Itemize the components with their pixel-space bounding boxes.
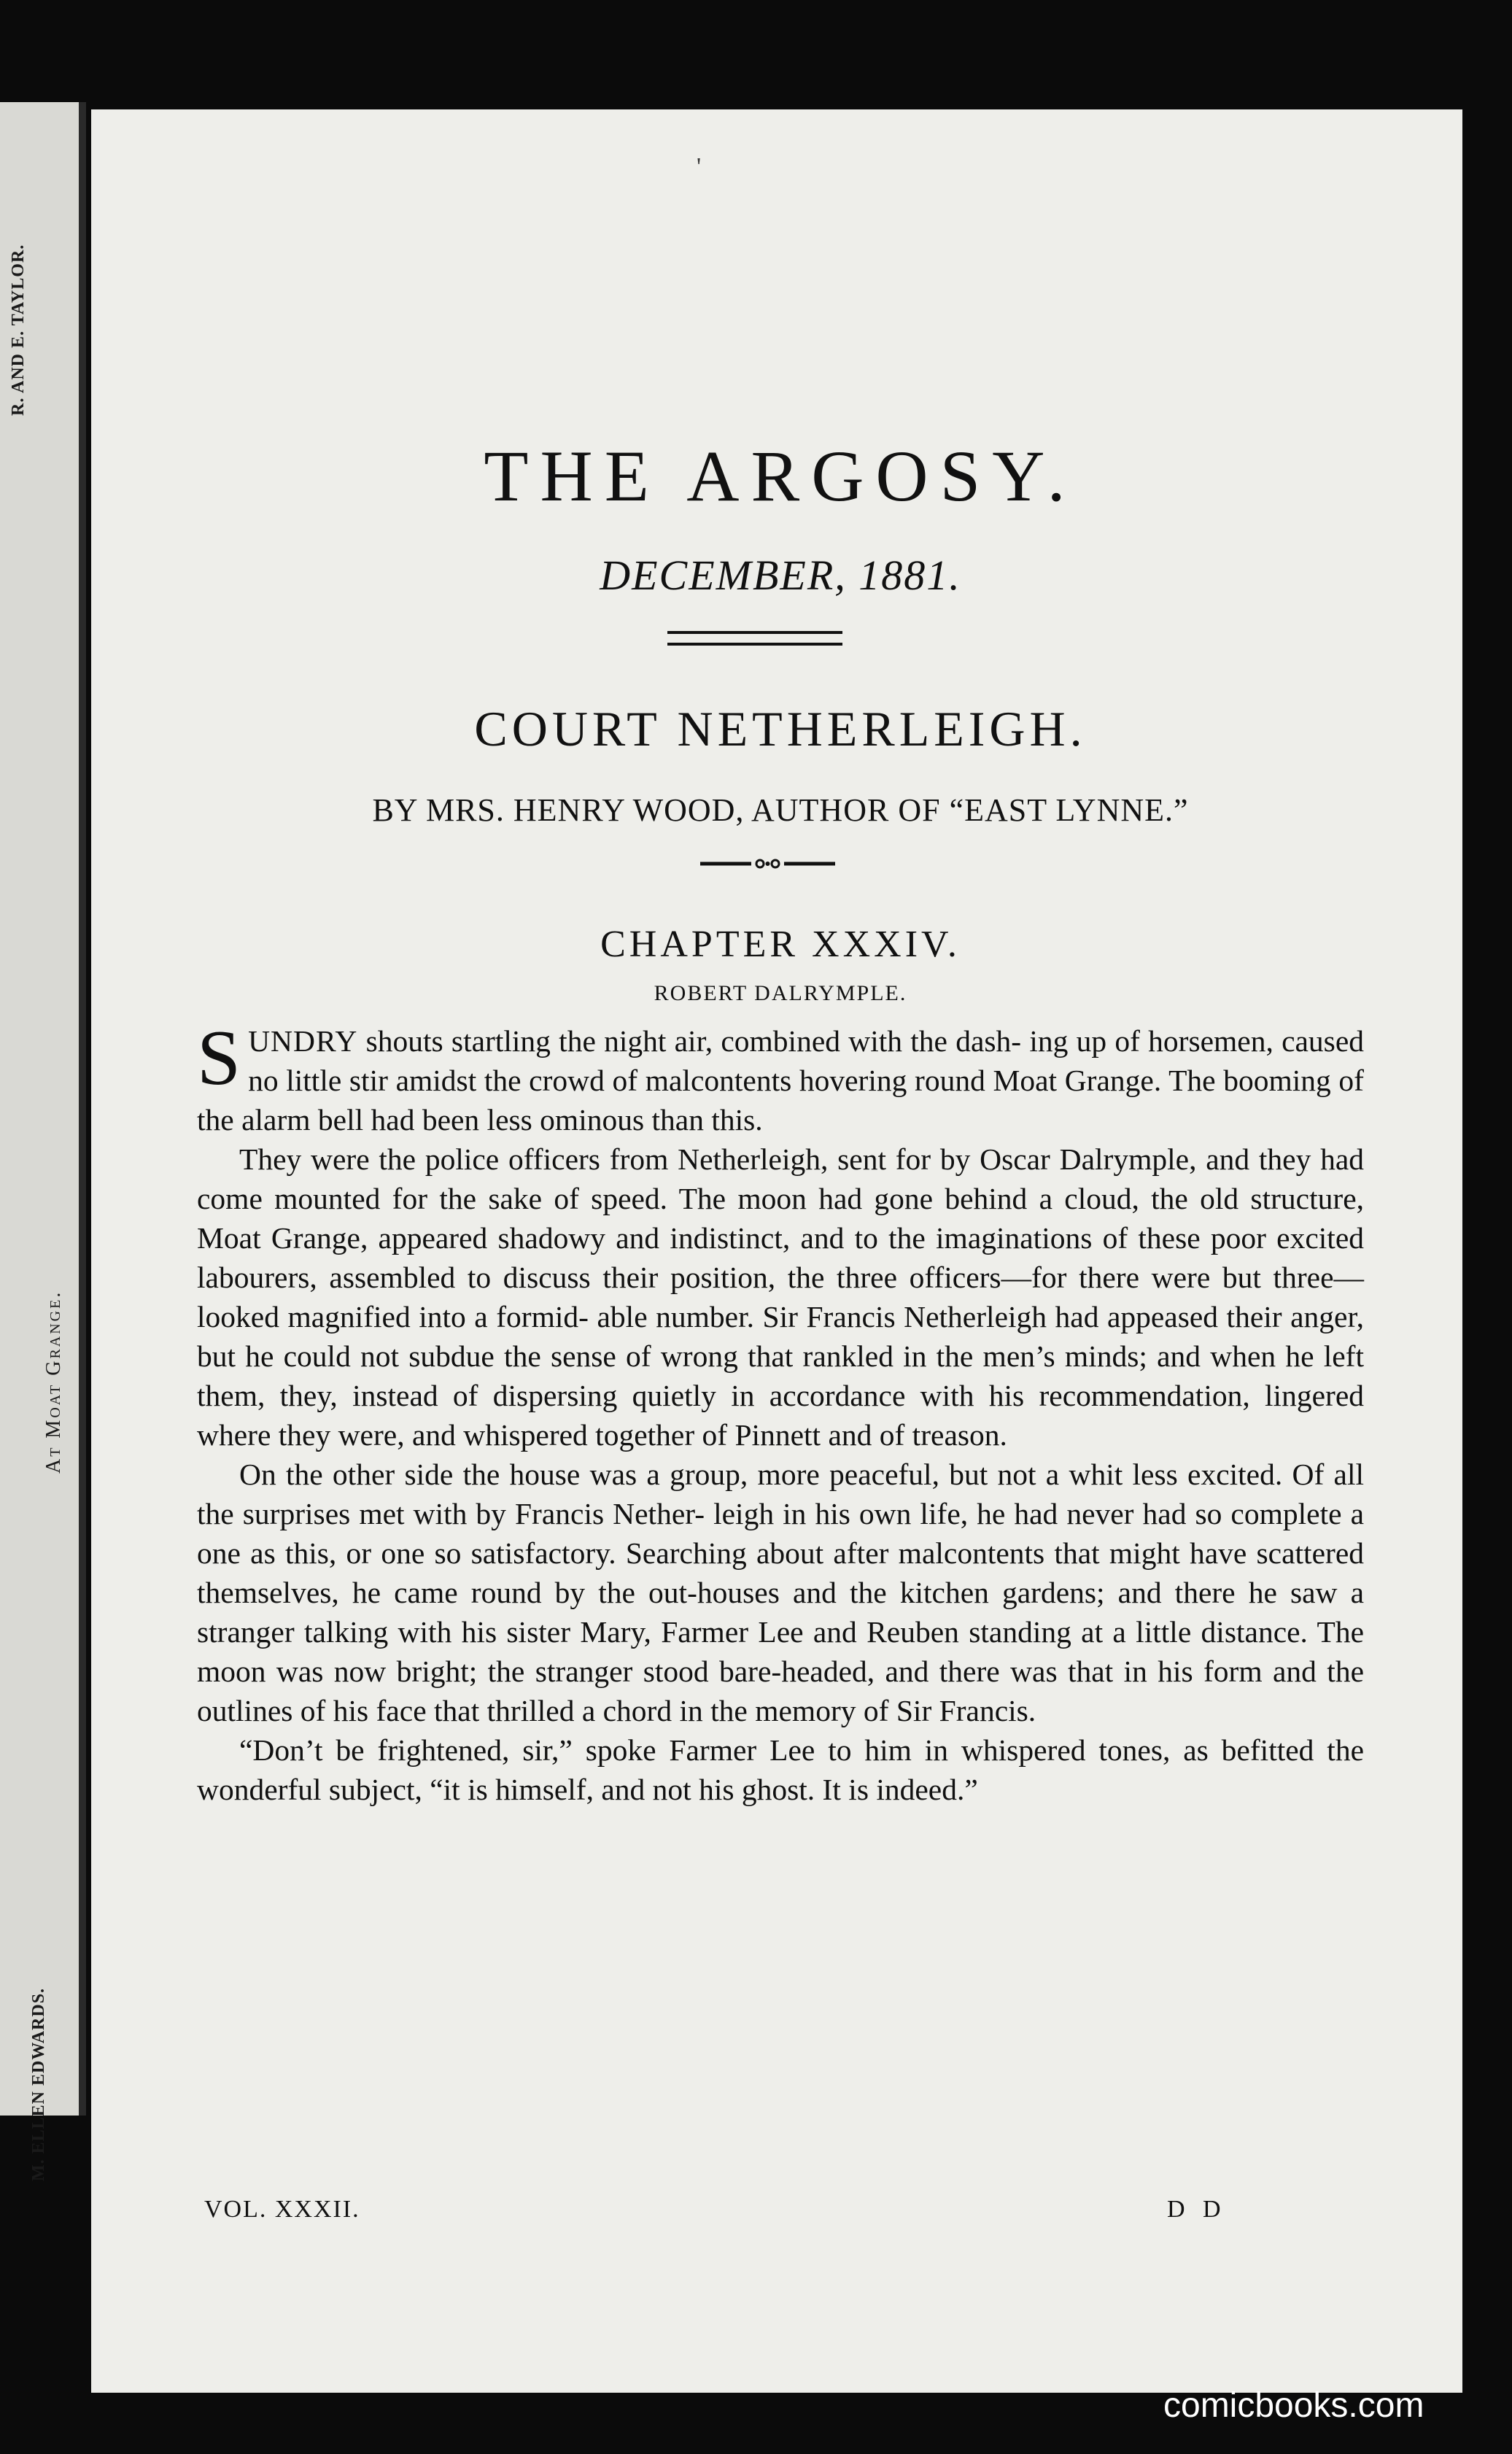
drop-cap: S	[197, 1015, 241, 1102]
double-rule-divider	[667, 631, 842, 646]
footer-volume: VOL. XXXII.	[204, 2196, 360, 2223]
magazine-page	[91, 109, 1462, 2393]
chapter-subtitle: ROBERT DALRYMPLE.	[654, 981, 907, 1005]
footer-signature-mark: D D	[1167, 2196, 1227, 2223]
journal-title: THE ARGOSY.	[484, 436, 1077, 516]
paragraph-1-text: shouts startling the night air, combined with the dash- ing up of horsemen, caused no little stir amidst the crowd of malcontents hovering round Moat Grange. The booming of the alarm bell had been less ominous than this.	[197, 1024, 1364, 1137]
paragraph-3: On the other side the house was a group, more peaceful, but not a whit less excited. Of all the surprises met with by Francis Nether- leigh in his own life, he had never had so complete a one as this, or one so satisfactory. Searching about after malcontents that might have scattered themselves, he came round by the out-houses and the kitchen gardens; and there he saw a stranger talking with his sister Mary, Farmer Lee and Reuben standing at a little distance. The moon was now bright; the stranger stood bare-headed, and there was that in his form and the outlines of his face that thrilled a chord in the memory of Sir Francis.	[197, 1458, 1364, 1727]
story-byline: BY MRS. HENRY WOOD, AUTHOR OF “EAST LYNNE.”	[372, 792, 1189, 828]
spine-author-bottom: M. ELLEN EDWARDS.	[29, 1987, 48, 2181]
paragraph-1	[197, 1015, 1364, 1139]
spine-running-title: At Moat Grange.	[42, 1290, 65, 1474]
chapter-heading: CHAPTER XXXIV.	[600, 924, 961, 965]
ornament-divider-icon	[700, 854, 835, 874]
story-title: COURT NETHERLEIGH.	[474, 701, 1087, 756]
site-watermark: comicbooks.com	[1163, 2386, 1424, 2425]
book-spine-strip	[0, 102, 86, 2181]
printer-mark: '	[697, 153, 702, 180]
spine-author-top: R. AND E. TAYLOR.	[9, 244, 28, 416]
paragraph-2: They were the police officers from Netherleigh, sent for by Oscar Dalrymple, and they had come mounted for the sake of speed. The moon had gone behind a cloud, the old structure, Moat Grange, appeared shadowy and indistinct, and to the imaginations of these poor excited labourers, assembled to discuss their position, the three officers—for there were but three—looked magnified into a formid- able number. Sir Francis Netherleigh had appeased their anger, but he could not subdue the sense of wrong that rankled in the men’s minds; and when he left them, they, instead of dispersing quietly in accordance with his recommendation, lingered where they were, and whispered together of Pinnett and of treason.	[197, 1142, 1364, 1452]
body-text	[197, 1015, 1364, 1809]
issue-date: DECEMBER, 1881.	[600, 551, 961, 599]
small-caps-opening: UNDRY	[248, 1024, 358, 1058]
paragraph-4: “Don’t be frightened, sir,” spoke Farmer Lee to him in whispered tones, as befitted the wonderful subject, “it is himself, and not his ghost. It is indeed.”	[197, 1733, 1364, 1806]
